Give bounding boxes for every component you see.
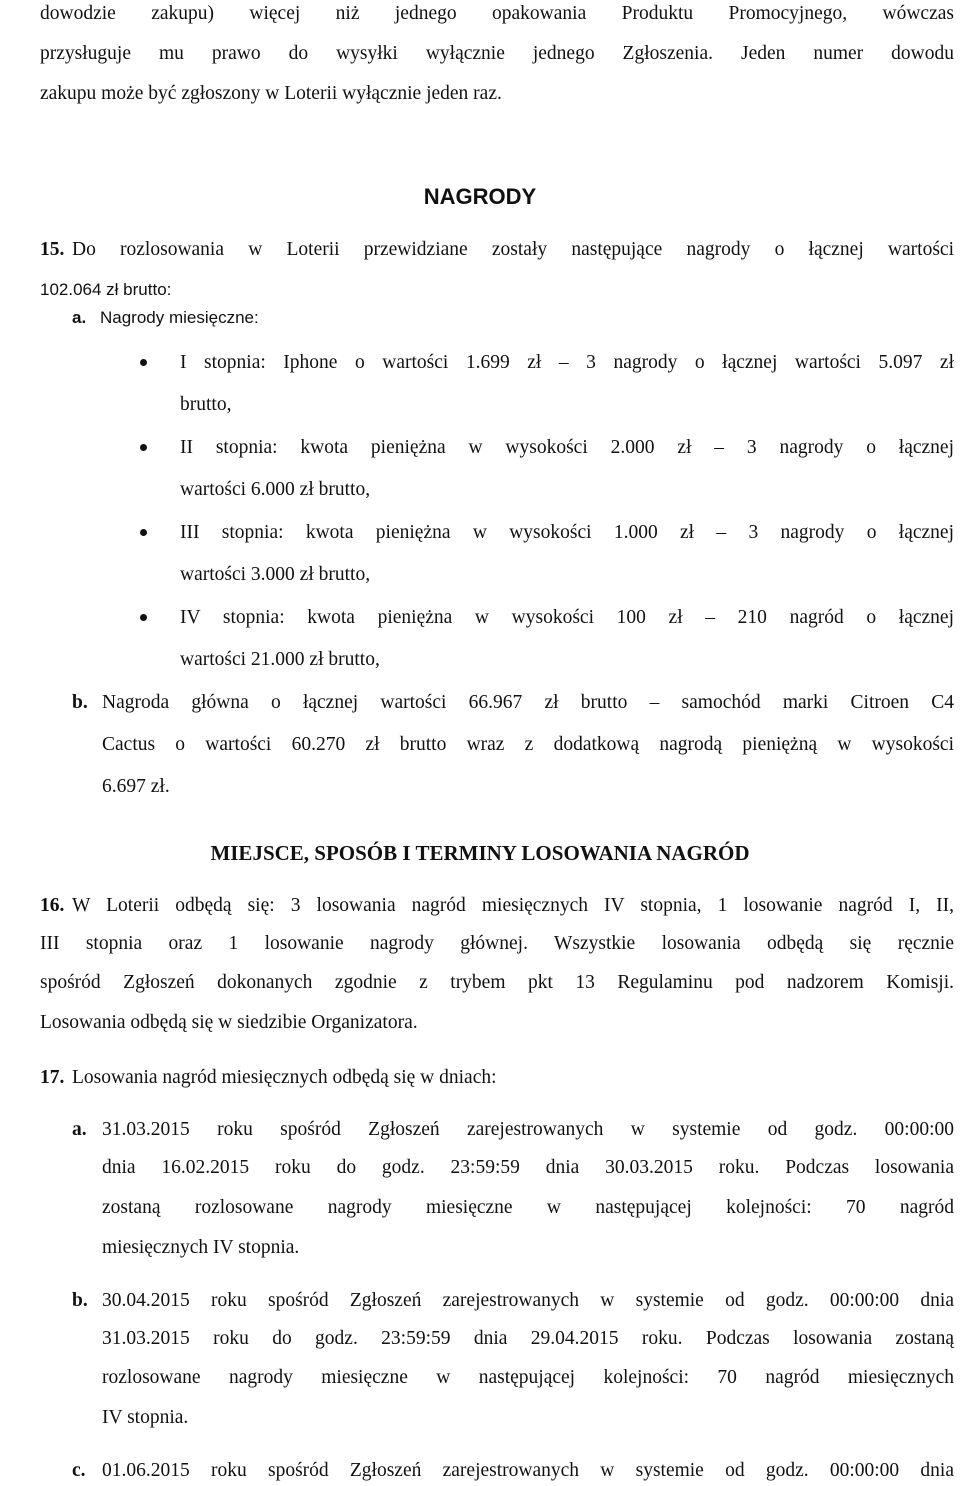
nagrody-a-label: a. <box>72 308 87 327</box>
losowanie-b-line-4: IV stopnia. <box>102 1407 189 1428</box>
paragraph-16-line-2: III stopnia oraz 1 losowanie nagrody głównej. Wszystkie losowania odbędą się ręcznie <box>40 933 954 954</box>
section-heading-nagrody: NAGRODY <box>423 184 537 209</box>
paragraph-15-line-2: 102.064 zł brutto: <box>40 280 172 299</box>
paragraph-17-text: Losowania nagród miesięcznych odbędą się w dniach: <box>72 1067 497 1088</box>
bullet-2-line-1: II stopnia: kwota pieniężna w wysokości 2.000 zł – 3 nagrody o łącznej <box>180 437 954 458</box>
losowanie-b-line-1: 30.04.2015 roku spośród Zgłoszeń zarejestrowanych w systemie od godz. 00:00:00 dnia <box>102 1290 954 1311</box>
paragraph-15-line-1: Do rozlosowania w Loterii przewidziane zostały następujące nagrody o łącznej wartości <box>72 239 954 260</box>
nagrody-b-label: b. <box>72 692 88 713</box>
bullet-4-line-2: wartości 21.000 zł brutto, <box>180 649 380 670</box>
bullet-1-line-2: brutto, <box>180 394 232 415</box>
losowanie-b-line-3: rozlosowane nagrody miesięczne w następującej kolejności: 70 nagród miesięcznych <box>102 1367 954 1388</box>
nagroda-glowna-line-3: 6.697 zł. <box>102 776 170 797</box>
losowania-a-label: a. <box>72 1119 87 1140</box>
nagroda-glowna-line-1: Nagroda główna o łącznej wartości 66.967 zł brutto – samochód marki Citroen C4 <box>102 692 954 713</box>
intro-line-3: zakupu może być zgłoszony w Loterii wyłącznie jeden raz. <box>40 83 502 104</box>
paragraph-16-line-3: spośród Zgłoszeń dokonanych zgodnie z trybem pkt 13 Regulaminu pod nadzorem Komisji. <box>40 972 954 993</box>
bullet-dot <box>140 359 147 366</box>
bullet-2-line-2: wartości 6.000 zł brutto, <box>180 479 371 500</box>
losowanie-a-line-4: miesięcznych IV stopnia. <box>102 1237 300 1258</box>
losowanie-a-line-1: 31.03.2015 roku spośród Zgłoszeń zarejestrowanych w systemie od godz. 00:00:00 <box>102 1119 954 1140</box>
losowanie-a-line-2: dnia 16.02.2015 roku do godz. 23:59:59 dnia 30.03.2015 roku. Podczas losowania <box>102 1157 954 1178</box>
bullet-3-line-1: III stopnia: kwota pieniężna w wysokości 1.000 zł – 3 nagrody o łącznej <box>180 522 954 543</box>
paragraph-16-line-1: W Loterii odbędą się: 3 losowania nagród miesięcznych IV stopnia, 1 losowanie nagród I, II, <box>72 895 954 916</box>
paragraph-16-number: 16. <box>40 895 65 916</box>
losowanie-b-line-2: 31.03.2015 roku do godz. 23:59:59 dnia 29.04.2015 roku. Podczas losowania zostaną <box>102 1328 954 1349</box>
intro-line-1: dowodzie zakupu) więcej niż jednego opakowania Produktu Promocyjnego, wówczas <box>40 3 954 24</box>
section-heading-losowania: MIEJSCE, SPOSÓB I TERMINY LOSOWANIA NAGRÓD <box>210 841 750 865</box>
bullet-dot <box>140 444 147 451</box>
paragraph-17-number: 17. <box>40 1067 65 1088</box>
bullet-dot <box>140 614 147 621</box>
nagroda-glowna-line-2: Cactus o wartości 60.270 zł brutto wraz z dodatkową nagrodą pieniężną w wysokości <box>102 734 954 755</box>
intro-line-2: przysługuje mu prawo do wysyłki wyłącznie jednego Zgłoszenia. Jeden numer dowodu <box>40 43 954 64</box>
losowania-c-label: c. <box>72 1460 86 1481</box>
paragraph-15-number: 15. <box>40 239 65 260</box>
paragraph-16-line-4: Losowania odbędą się w siedzibie Organizatora. <box>40 1012 418 1033</box>
bullet-4-line-1: IV stopnia: kwota pieniężna w wysokości 100 zł – 210 nagród o łącznej <box>180 607 954 628</box>
bullet-3-line-2: wartości 3.000 zł brutto, <box>180 564 371 585</box>
nagrody-miesieczne-label: Nagrody miesięczne: <box>100 308 259 327</box>
losowanie-a-line-3: zostaną rozlosowane nagrody miesięczne w następującej kolejności: 70 nagród <box>102 1197 954 1218</box>
losowania-b-label: b. <box>72 1290 88 1311</box>
bullet-dot <box>140 529 147 536</box>
bullet-1-line-1: I stopnia: Iphone o wartości 1.699 zł – 3 nagrody o łącznej wartości 5.097 zł <box>180 352 954 373</box>
losowanie-c-line-1: 01.06.2015 roku spośród Zgłoszeń zarejestrowanych w systemie od godz. 00:00:00 dnia <box>102 1460 954 1481</box>
